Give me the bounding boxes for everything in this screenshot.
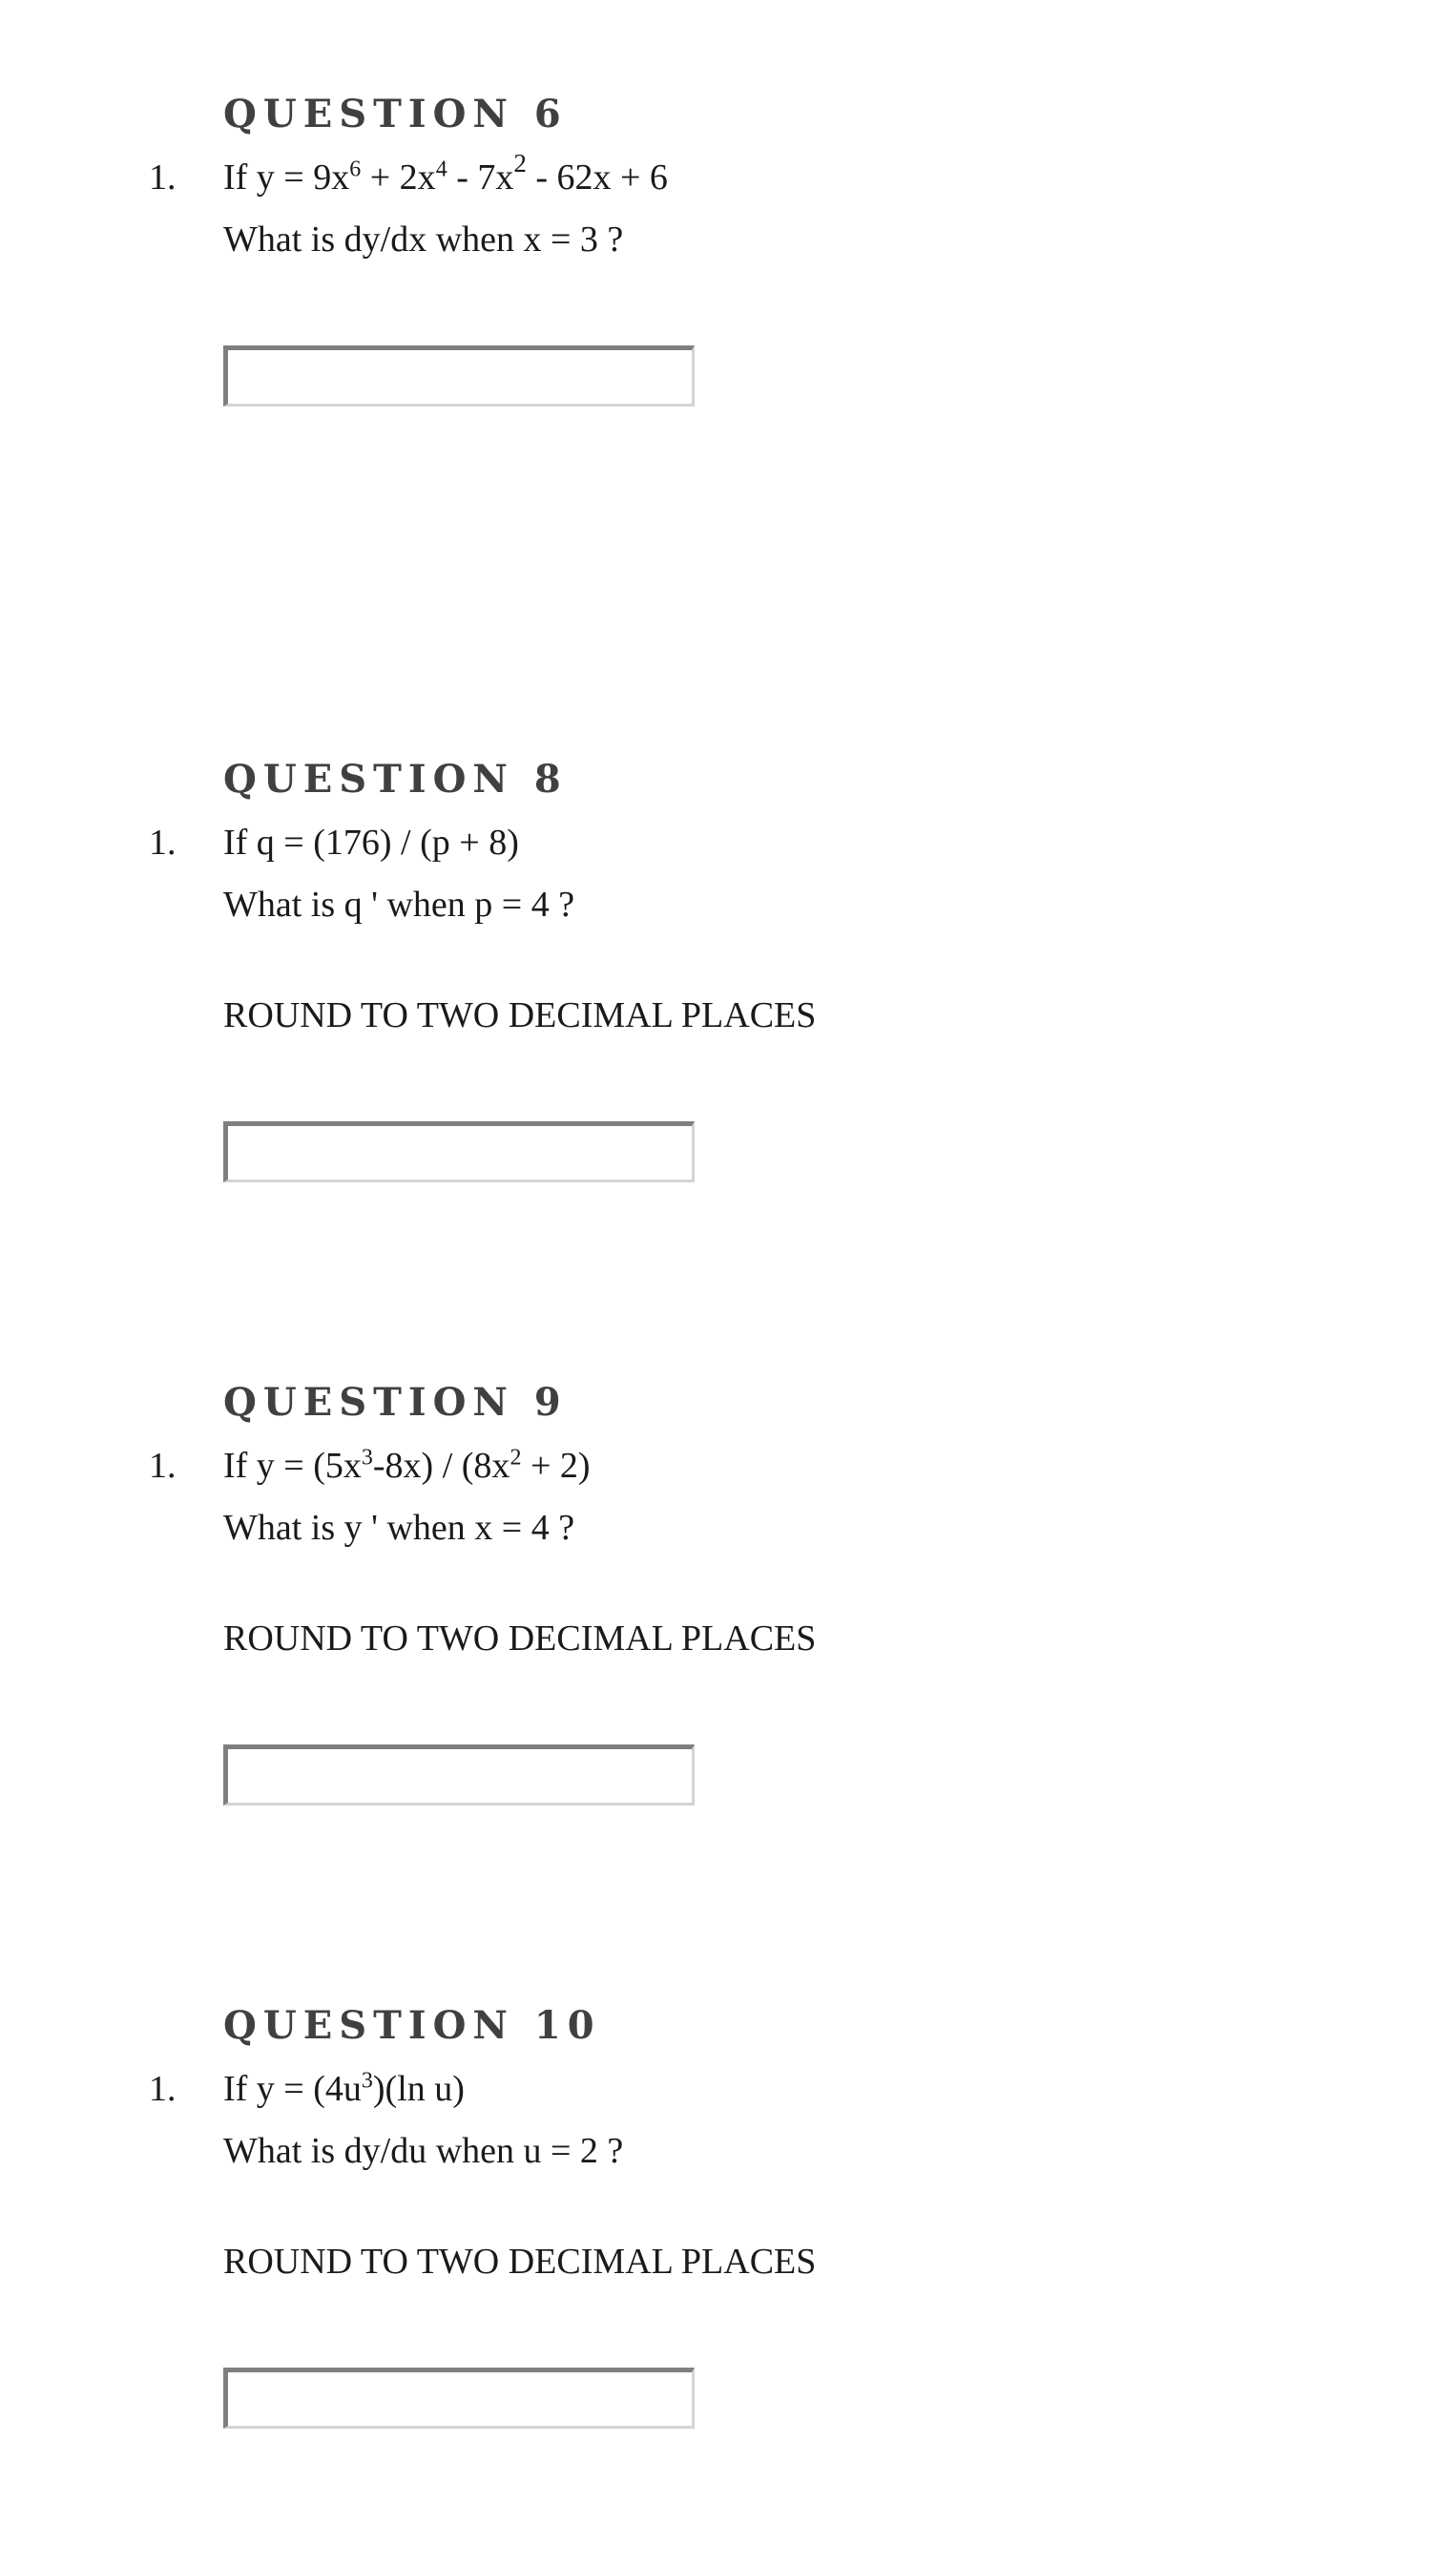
question-prompt: What is y ' when x = 4 ?: [223, 1508, 575, 1548]
question-equation: If $y = 9x^6 + 2x^4 - 7x^2 - 62x + 6$: [223, 149, 668, 198]
question-heading: QUESTION 9: [223, 1380, 568, 1425]
item-number: 1.: [149, 823, 177, 863]
answer-input[interactable]: [223, 1121, 695, 1182]
item-number: 1.: [149, 157, 177, 198]
rounding-instruction: ROUND TO TWO DECIMAL PLACES: [223, 1618, 817, 1659]
answer-input[interactable]: [223, 1744, 695, 1806]
question-prompt: What is dy/du when u = 2 ?: [223, 2131, 624, 2171]
rounding-instruction: ROUND TO TWO DECIMAL PLACES: [223, 995, 817, 1035]
question-equation: If $y = (5x^3-8x) / (8x^2 + 2)$: [223, 1445, 591, 1486]
question-heading: QUESTION 6: [223, 92, 568, 136]
question-heading: QUESTION 10: [223, 2003, 601, 2048]
question-prompt: What is dy/dx when x = 3 ?: [223, 219, 624, 260]
question-equation: If q = (176) / (p + 8): [223, 823, 519, 863]
rounding-instruction: ROUND TO TWO DECIMAL PLACES: [223, 2242, 817, 2282]
item-number: 1.: [149, 2069, 177, 2109]
item-number: 1.: [149, 1446, 177, 1486]
answer-input[interactable]: [223, 2368, 695, 2429]
question-heading: QUESTION 8: [223, 757, 568, 802]
answer-input[interactable]: [223, 345, 695, 407]
question-prompt: What is q ' when p = 4 ?: [223, 885, 575, 925]
question-equation: If $y = (4u^3)(\ln$ u): [223, 2068, 465, 2109]
